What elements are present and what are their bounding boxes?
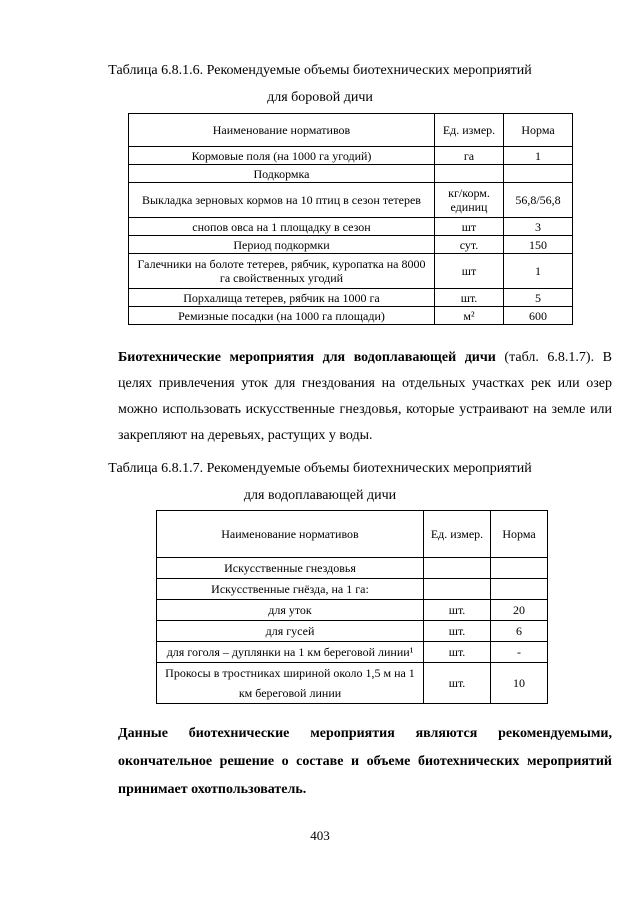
row-norm: 5 [504, 289, 573, 307]
table2-caption-line2: для водоплавающей дичи [243, 488, 397, 503]
row-norm: - [491, 642, 548, 663]
table1-caption-line1: Таблица 6.8.1.6. Рекомендуемые объемы биотехнических мероприятий [108, 63, 532, 78]
row-unit: шт [435, 254, 504, 289]
row-name: для гусей [157, 621, 424, 642]
row-name: для гоголя – дуплянки на 1 км береговой линии¹ [157, 642, 424, 663]
page-number: 403 [310, 828, 330, 843]
row-unit [435, 165, 504, 183]
row-norm: 10 [491, 663, 548, 704]
row-unit: сут. [435, 236, 504, 254]
row-name: Прокосы в тростниках шириной около 1,5 м на 1 км береговой линии [157, 663, 424, 704]
row-name: Подкормка [129, 165, 435, 183]
table-row [157, 663, 548, 704]
row-name: Искусственные гнёзда, на 1 га: [157, 579, 424, 600]
row-norm: 150 [504, 236, 573, 254]
table-row [157, 621, 548, 642]
row-unit: шт. [435, 289, 504, 307]
paragraph-waterfowl [118, 345, 612, 449]
row-name: Искусственные гнездовья [157, 558, 424, 579]
paragraph-body: (табл. 6.8.1.7). В целях привлечения уток для гнездования на отдельных участках рек или озер можно использовать искусственные гнездовья, которые устраивают на земле или закрепляют на деревьях, растущих у воды. [118, 350, 612, 443]
row-unit: га [435, 147, 504, 165]
table-row [129, 254, 573, 289]
row-unit: м² [435, 307, 504, 325]
header-norm: Норма [504, 114, 573, 147]
table-boreal-game [128, 113, 573, 325]
table-row [129, 147, 573, 165]
table-row [129, 183, 573, 218]
row-name: Порхалища тетерев, рябчик на 1000 га [129, 289, 435, 307]
row-unit: шт. [424, 663, 491, 704]
row-unit: шт. [424, 600, 491, 621]
table-row [129, 236, 573, 254]
row-name: снопов овса на 1 площадку в сезон [129, 218, 435, 236]
table-row [129, 289, 573, 307]
paragraph-bold-lead: Биотехнические мероприятия для водоплавающей дичи [118, 350, 496, 365]
row-norm: 20 [491, 600, 548, 621]
row-norm: 3 [504, 218, 573, 236]
row-name: Галечники на болоте тетерев, рябчик, куропатка на 8000 га свойственных угодий [129, 254, 435, 289]
table-header-row [129, 114, 573, 147]
table-header-row [157, 511, 548, 558]
row-norm: 56,8/56,8 [504, 183, 573, 218]
paragraph-conclusion: Данные биотехнические мероприятия являются рекомендуемыми, окончательное решение о составе и объеме биотехнических мероприятий принимает охотпользователь. [118, 726, 612, 797]
header-norm: Норма [491, 511, 548, 558]
row-norm [491, 558, 548, 579]
row-norm: 1 [504, 254, 573, 289]
row-name: Кормовые поля (на 1000 га угодий) [129, 147, 435, 165]
row-unit: шт [435, 218, 504, 236]
row-norm [491, 579, 548, 600]
row-norm [504, 165, 573, 183]
header-name: Наименование нормативов [129, 114, 435, 147]
row-name: Выкладка зерновых кормов на 10 птиц в сезон тетерев [129, 183, 435, 218]
row-norm: 6 [491, 621, 548, 642]
table-row [129, 218, 573, 236]
table-row [157, 579, 548, 600]
row-name: Период подкормки [129, 236, 435, 254]
row-unit [424, 579, 491, 600]
row-norm: 600 [504, 307, 573, 325]
header-name: Наименование нормативов [157, 511, 424, 558]
row-name: для уток [157, 600, 424, 621]
row-unit: шт. [424, 621, 491, 642]
row-unit: кг/корм. единиц [435, 183, 504, 218]
row-norm: 1 [504, 147, 573, 165]
table-waterfowl [156, 510, 548, 704]
table2-caption-line1: Таблица 6.8.1.7. Рекомендуемые объемы биотехнических мероприятий [108, 461, 532, 476]
table-row [157, 600, 548, 621]
table-row [157, 642, 548, 663]
table-row [129, 165, 573, 183]
header-unit: Ед. измер. [435, 114, 504, 147]
table-row [157, 558, 548, 579]
header-unit: Ед. измер. [424, 511, 491, 558]
table1-caption-line2: для боровой дичи [267, 90, 373, 105]
row-name: Ремизные посадки (на 1000 га площади) [129, 307, 435, 325]
row-unit: шт. [424, 642, 491, 663]
table-row [129, 307, 573, 325]
row-unit [424, 558, 491, 579]
